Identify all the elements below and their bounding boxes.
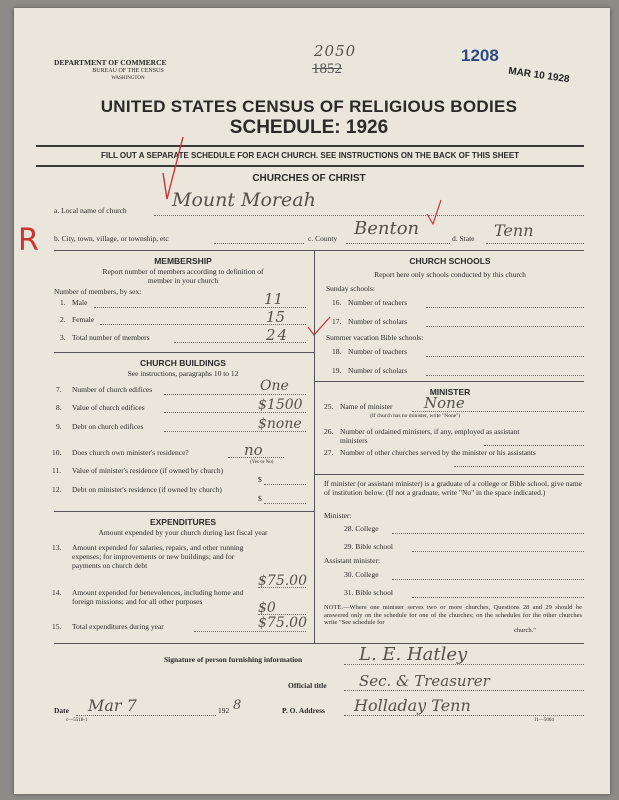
residence-owned-note: (Yes or No) bbox=[250, 460, 274, 465]
denomination-heading: CHURCHES OF CHRIST bbox=[252, 173, 366, 184]
form-number: c—5518-1 bbox=[66, 718, 88, 723]
female-value: 15 bbox=[266, 308, 286, 326]
summer-schools-label: Summer vacation Bible schools: bbox=[326, 333, 424, 342]
schools-subheading: Report here only schools conducted by this church bbox=[374, 270, 526, 279]
sunday-scholars-number: 17. bbox=[332, 317, 342, 326]
graduate-instruction: If minister (or assistant minister) is a graduate of a college or Bible school, give name of institution below. (If not a graduate, write "No" in the space indicated.) bbox=[324, 479, 582, 497]
total-expenditures-label: Total expenditures during year bbox=[72, 622, 164, 631]
received-date-stamp: MAR 10 1928 bbox=[507, 65, 571, 86]
po-address-label: P. O. Address bbox=[282, 706, 325, 715]
schools-heading: CHURCH SCHOOLS bbox=[409, 256, 491, 266]
local-name-label: a. Local name of church bbox=[54, 206, 127, 215]
residence-debt-label: Debt on minister's residence (if owned by church) bbox=[72, 485, 222, 494]
expenditures-heading: EXPENDITURES bbox=[149, 517, 217, 527]
margin-mark: R bbox=[18, 223, 39, 258]
official-title-label: Official title bbox=[288, 681, 327, 690]
other-churches-label: Number of other churches served by the minister or his assistants bbox=[340, 448, 536, 457]
minister-subheading: Minister: bbox=[324, 511, 352, 520]
residence-debt-amount: $ bbox=[258, 494, 262, 503]
date-label: Date bbox=[54, 706, 69, 715]
census-schedule-sheet bbox=[14, 8, 610, 794]
total-members-label: Total number of members bbox=[72, 333, 150, 342]
residence-owned-value: no bbox=[244, 441, 263, 459]
schedule-number-new: 2050 bbox=[314, 42, 357, 60]
official-title-value: Sec. & Treasurer bbox=[359, 672, 490, 690]
minister-footnote-end: church." bbox=[514, 627, 536, 634]
membership-subheading-2: member in your church bbox=[147, 276, 219, 285]
edifice-debt-label: Debt on church edifices bbox=[72, 422, 144, 431]
edifices-number: 7. bbox=[56, 385, 62, 394]
edifice-value-amount: $1500 bbox=[258, 397, 303, 413]
edifice-value-number: 8. bbox=[56, 403, 62, 412]
expenditures-subheading: Amount expended by your church during last fiscal year bbox=[98, 528, 268, 537]
minister-name-note: (If church has no minister, write "None") bbox=[370, 413, 461, 419]
benevolences-value: $0 bbox=[258, 600, 276, 616]
total-expenditures-value: $75.00 bbox=[258, 615, 307, 631]
residence-value-number: 11. bbox=[52, 466, 62, 475]
edifices-label: Number of church edifices bbox=[72, 385, 153, 394]
edifices-value: One bbox=[260, 378, 289, 394]
residence-owned-label: Does church own minister's residence? bbox=[72, 448, 189, 457]
form-title: UNITED STATES CENSUS OF RELIGIOUS BODIES bbox=[100, 97, 518, 116]
minister-heading: MINISTER bbox=[429, 387, 471, 397]
date-value: Mar 7 bbox=[88, 696, 137, 715]
stamp-number: 1208 bbox=[461, 46, 499, 65]
signature-label: Signature of person furnishing information bbox=[164, 655, 303, 664]
minister-college-label: 28. College bbox=[344, 524, 379, 533]
benevolences-label: Amount expended for benevolences, including home and foreign missions; and for all other purposes bbox=[72, 588, 244, 606]
red-check-icon bbox=[419, 198, 459, 228]
edifice-debt-value: $none bbox=[258, 416, 302, 432]
signature-value: L. E. Hatley bbox=[359, 644, 468, 665]
assistant-bible-school-label: 31. Bible school bbox=[344, 588, 393, 597]
local-name-value: Mount Moreah bbox=[172, 189, 316, 211]
membership-subheading-1: Report number of members according to definition of bbox=[102, 267, 264, 276]
assistant-ministers-label: Number of ordained ministers, if any, employed as assistant ministers bbox=[340, 427, 520, 445]
edifice-value-label: Value of church edifices bbox=[72, 403, 145, 412]
assistant-minister-subheading: Assistant minister: bbox=[324, 556, 381, 565]
year-prefix: 192 bbox=[218, 706, 230, 715]
sunday-schools-label: Sunday schools: bbox=[326, 284, 375, 293]
running-expenses-label: Amount expended for salaries, repairs, and other running expenses; for improvements or new buildings; and for payments on church debt bbox=[72, 543, 244, 570]
minister-footnote: NOTE.—Where one minister serves two or more churches, Questions 28 and 29 should be answered only on the schedule for one of the churches; on the schedules for the other churches write "See schedule for bbox=[324, 604, 582, 626]
city-label: b. City, town, village, or township, etc bbox=[54, 234, 169, 243]
sunday-teachers-label: Number of teachers bbox=[348, 298, 408, 307]
summer-teachers-number: 18. bbox=[332, 347, 342, 356]
female-number: 2. bbox=[60, 315, 66, 324]
edifice-debt-number: 9. bbox=[56, 422, 62, 431]
buildings-subheading: See instructions, paragraphs 10 to 12 bbox=[127, 369, 239, 378]
summer-scholars-label: Number of scholars bbox=[348, 366, 408, 375]
form-subtitle: SCHEDULE: 1926 bbox=[229, 117, 389, 138]
summer-teachers-label: Number of teachers bbox=[348, 347, 408, 356]
summer-scholars-number: 19. bbox=[332, 366, 342, 375]
assistant-college-label: 30. College bbox=[344, 570, 379, 579]
residence-owned-number: 10. bbox=[52, 448, 62, 457]
sunday-teachers-number: 16. bbox=[332, 298, 342, 307]
total-expenditures-number: 15. bbox=[52, 622, 62, 631]
separate-schedule-instruction: FILL OUT A SEPARATE SCHEDULE FOR EACH CHURCH. SEE INSTRUCTIONS ON THE BACK OF THIS SHEET bbox=[100, 151, 520, 160]
male-number: 1. bbox=[60, 298, 66, 307]
minister-bible-school-label: 29. Bible school bbox=[344, 542, 393, 551]
benevolences-number: 14. bbox=[52, 588, 62, 597]
minister-name-value: None bbox=[424, 394, 465, 412]
print-number: 11—5004 bbox=[534, 718, 554, 723]
residence-value-amount: $ bbox=[258, 475, 262, 484]
bureau-name: BUREAU OF THE CENSUS bbox=[92, 68, 164, 74]
buildings-heading: CHURCH BUILDINGS bbox=[140, 358, 226, 368]
department-name: DEPARTMENT OF COMMERCE bbox=[54, 58, 167, 67]
total-members-value: 24 bbox=[266, 326, 290, 344]
state-label: d. State bbox=[452, 234, 475, 243]
sunday-scholars-label: Number of scholars bbox=[348, 317, 408, 326]
running-expenses-value: $75.00 bbox=[258, 573, 307, 589]
other-churches-number: 27. bbox=[324, 448, 334, 457]
county-value: Benton bbox=[354, 218, 420, 239]
male-label: Male bbox=[72, 298, 88, 307]
membership-heading: MEMBERSHIP bbox=[154, 256, 212, 266]
assistant-ministers-number: 26. bbox=[324, 427, 334, 436]
minister-name-label: Name of minister bbox=[340, 402, 393, 411]
total-members-number: 3. bbox=[60, 333, 66, 342]
residence-value-label: Value of minister's residence (if owned by church) bbox=[72, 466, 224, 475]
state-value: Tenn bbox=[494, 221, 534, 240]
schedule-number-old: 1852 bbox=[312, 61, 342, 77]
female-label: Female bbox=[72, 315, 95, 324]
year-value: 8 bbox=[233, 698, 242, 713]
members-by-sex-label: Number of members, by sex: bbox=[54, 287, 142, 296]
male-value: 11 bbox=[264, 290, 284, 308]
minister-name-number: 25. bbox=[324, 402, 334, 411]
county-label: c. County bbox=[308, 234, 338, 243]
bureau-city: WASHINGTON bbox=[111, 76, 145, 81]
running-expenses-number: 13. bbox=[52, 543, 62, 552]
po-address-value: Holladay Tenn bbox=[354, 696, 471, 715]
residence-debt-number: 12. bbox=[52, 485, 62, 494]
